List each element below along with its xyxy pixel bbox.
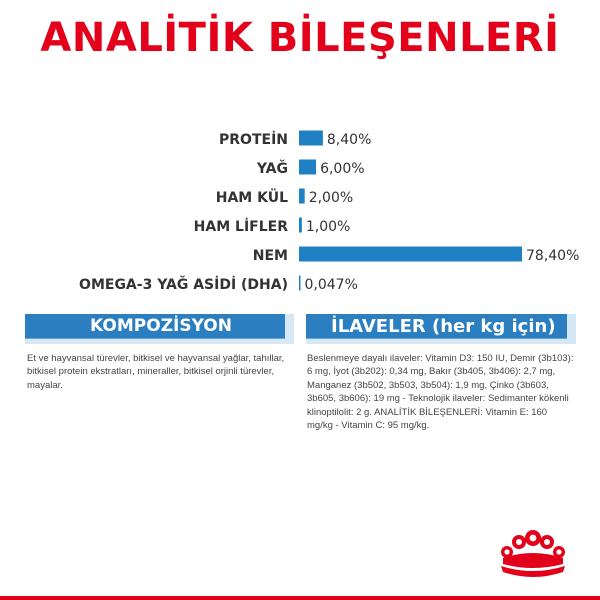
value-label: 2,00% [308, 190, 354, 206]
bar [299, 218, 302, 233]
royal-canin-crown-icon [497, 528, 569, 578]
value-label: 1,00% [305, 219, 351, 235]
value-label: 0,047% [304, 277, 358, 293]
value-label: 6,00% [320, 161, 365, 177]
analytic-components-chart [0, 120, 600, 305]
page-title: ANALİTİK BİLEŞENLERİ [40, 15, 560, 61]
additives-heading: İLAVELER (her kg için) [331, 316, 556, 337]
category-label: YAĞ [256, 161, 288, 177]
bar [299, 276, 301, 291]
value-label: 8,40% [326, 132, 372, 148]
bar [299, 131, 323, 146]
additives-text: Beslenmeye dayalı ilaveler: Vitamin D3: 150 IU, Demir (3b103): 6 mg, İyot (3b202): 0,34 mg, Bakır (3b405, 3b406): 2,7 mg, Manganez (3b502, 3b503, 3b504): 1,9 mg, Çinko (3b603, 3b605, 3b606): 19 mg - Teknolojik ilaveler: Sedimanter kökenli klinoptilolit: 2 g. ANALİTİK BİLEŞENLERİ: Vitamin E: 160 mg/kg - Vitamin C: 95 mg/kg. [307, 353, 574, 432]
brand-bottom-bar [0, 596, 600, 600]
category-label: NEM [252, 248, 288, 264]
category-label: PROTEİN [219, 132, 288, 148]
composition-tab [25, 314, 294, 344]
value-label: 78,40% [526, 248, 580, 264]
additives-tab [306, 314, 576, 344]
category-label: OMEGA-3 YAĞ ASİDİ (DHA) [79, 277, 288, 293]
category-label: HAM LİFLER [193, 219, 288, 235]
bar [299, 189, 305, 204]
bar [299, 160, 316, 175]
bar [299, 247, 522, 262]
category-label: HAM KÜL [215, 190, 288, 206]
composition-text: Et ve hayvansal türevler, bitkisel ve hayvansal yağlar, tahıllar, bitkisel protein ekstratları, mineraller, bitkisel orjinli türevler, mayalar. [27, 353, 285, 391]
composition-heading: KOMPOZİSYON [90, 316, 232, 336]
